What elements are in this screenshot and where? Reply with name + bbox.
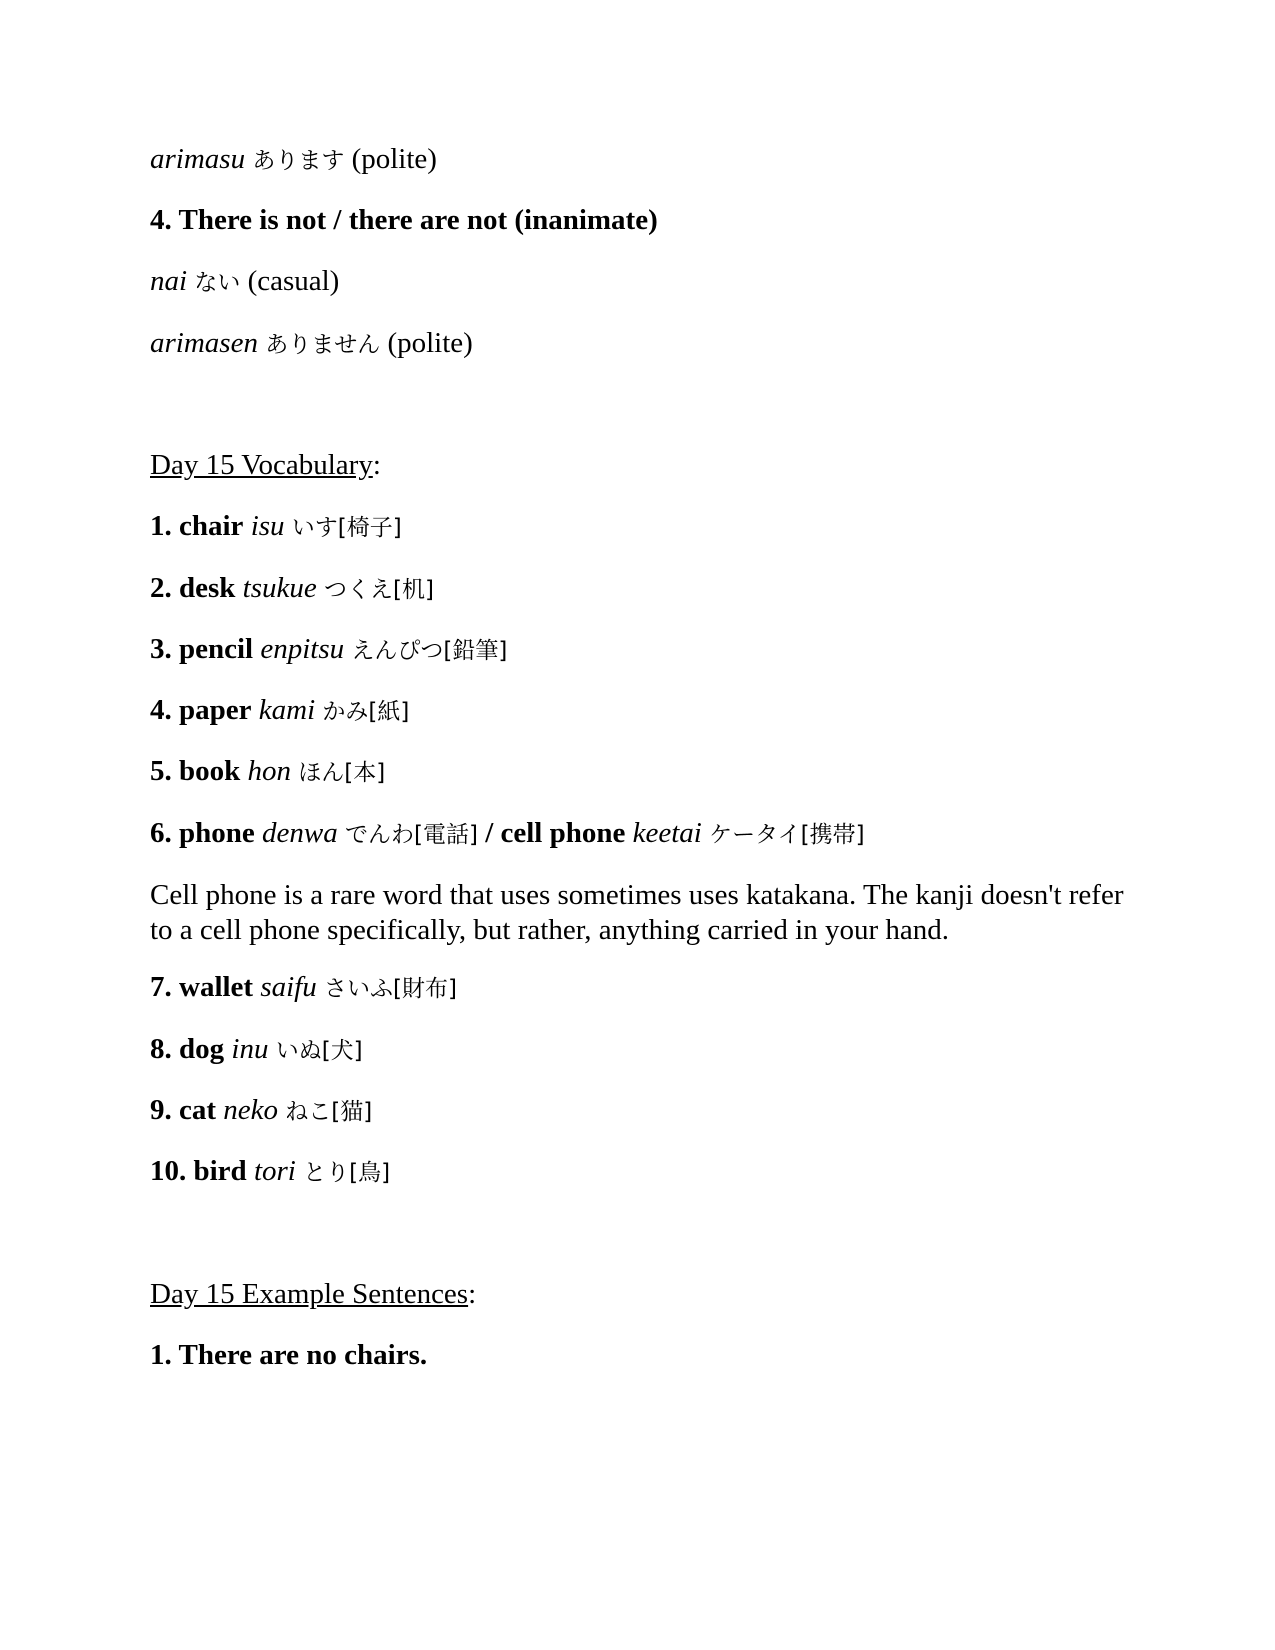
vocab-item xyxy=(150,692,409,730)
vocab-kana: とり xyxy=(303,1160,350,1186)
vocab-kana: でんわ xyxy=(344,822,414,848)
vocab-item xyxy=(150,631,507,669)
vocab-item xyxy=(150,570,434,608)
vocab-kanji-alt: [携帯] xyxy=(800,822,865,848)
example-sentence: 1. There are no chairs. xyxy=(150,1339,428,1371)
vocab-item xyxy=(150,508,402,546)
vocabulary-title: Day 15 Vocabulary xyxy=(150,449,373,481)
vocab-kanji: [鳥] xyxy=(349,1160,391,1186)
vocab-romaji: saifu xyxy=(260,971,317,1003)
vocab-english: 1. chair xyxy=(150,510,244,542)
vocab-kanji: [鉛筆] xyxy=(443,638,508,664)
polite-negative-line xyxy=(150,325,473,363)
vocab-item xyxy=(150,1031,363,1069)
vocab-english: 8. dog xyxy=(150,1033,225,1065)
vocab-romaji: inu xyxy=(231,1033,269,1065)
vocab-item xyxy=(150,969,457,1007)
vocab-english: 10. bird xyxy=(150,1155,247,1187)
grammar-heading: 4. There is not / there are not (inanimate) xyxy=(150,204,658,236)
vocab-kana: いす xyxy=(291,515,338,541)
vocab-romaji: denwa xyxy=(262,817,338,849)
vocab-romaji: kami xyxy=(258,694,316,726)
vocab-romaji-alt: keetai xyxy=(632,817,702,849)
vocab-kana: えんぴつ xyxy=(351,638,444,664)
vocab-item xyxy=(150,1092,372,1130)
romaji: arimasu xyxy=(150,143,246,175)
vocab-english: 6. phone xyxy=(150,817,255,849)
vocab-kanji: [犬] xyxy=(321,1038,363,1064)
vocab-kana: いぬ xyxy=(275,1038,322,1064)
romaji: arimasen xyxy=(150,327,258,359)
vocab-kanji: [机] xyxy=(393,577,434,603)
vocab-kanji: [猫] xyxy=(331,1099,373,1125)
vocabulary-heading xyxy=(150,447,381,483)
vocab-romaji: isu xyxy=(250,510,285,542)
vocab-kana: かみ xyxy=(322,699,369,725)
cell-phone-note: Cell phone is a rare word that uses sometimes uses katakana. The kanji doesn't refer to a cell phone specifically, but rather, anything carried in your hand. xyxy=(150,879,1124,946)
usage-note: (polite) xyxy=(351,143,437,175)
kana: ない xyxy=(194,270,241,296)
examples-title: Day 15 Example Sentences xyxy=(150,1278,469,1310)
vocab-kana: さいふ xyxy=(324,976,393,1002)
vocab-separator: / xyxy=(477,817,501,849)
vocab-romaji: neko xyxy=(223,1094,279,1126)
vocab-romaji: hon xyxy=(247,755,292,787)
vocab-item xyxy=(150,753,385,791)
usage-note: (polite) xyxy=(387,327,473,359)
romaji: nai xyxy=(150,265,188,297)
polite-form-line xyxy=(150,141,437,179)
examples-heading xyxy=(150,1276,476,1312)
vocab-romaji: tsukue xyxy=(242,572,317,604)
vocab-kanji: [椅子] xyxy=(337,515,402,541)
kana: あります xyxy=(252,148,345,174)
usage-note: (casual) xyxy=(247,265,340,297)
vocab-english: 7. wallet xyxy=(150,971,254,1003)
heading-colon: : xyxy=(468,1278,477,1310)
vocab-item xyxy=(150,815,865,853)
casual-negative-line xyxy=(150,263,339,301)
vocab-kana-alt: ケータイ xyxy=(709,822,801,848)
kana: ありません xyxy=(265,332,381,358)
vocab-kanji: [電話] xyxy=(413,822,478,848)
heading-colon: : xyxy=(372,449,381,481)
vocab-english-alt: cell phone xyxy=(500,817,626,849)
vocab-kanji: [紙] xyxy=(368,699,410,725)
vocab-kanji: [財布] xyxy=(393,976,457,1002)
vocab-kana: ねこ xyxy=(285,1099,332,1125)
vocab-english: 9. cat xyxy=(150,1094,217,1126)
vocab-romaji: enpitsu xyxy=(260,633,345,665)
vocab-item xyxy=(150,1153,390,1191)
vocab-kana: つくえ xyxy=(324,577,394,603)
vocab-kanji: [本] xyxy=(344,760,386,786)
vocab-english: 5. book xyxy=(150,755,241,787)
vocab-kana: ほん xyxy=(298,760,345,786)
vocab-english: 3. pencil xyxy=(150,633,254,665)
vocab-romaji: tori xyxy=(253,1155,296,1187)
vocab-english: 2. desk xyxy=(150,572,236,604)
vocab-english: 4. paper xyxy=(150,694,252,726)
